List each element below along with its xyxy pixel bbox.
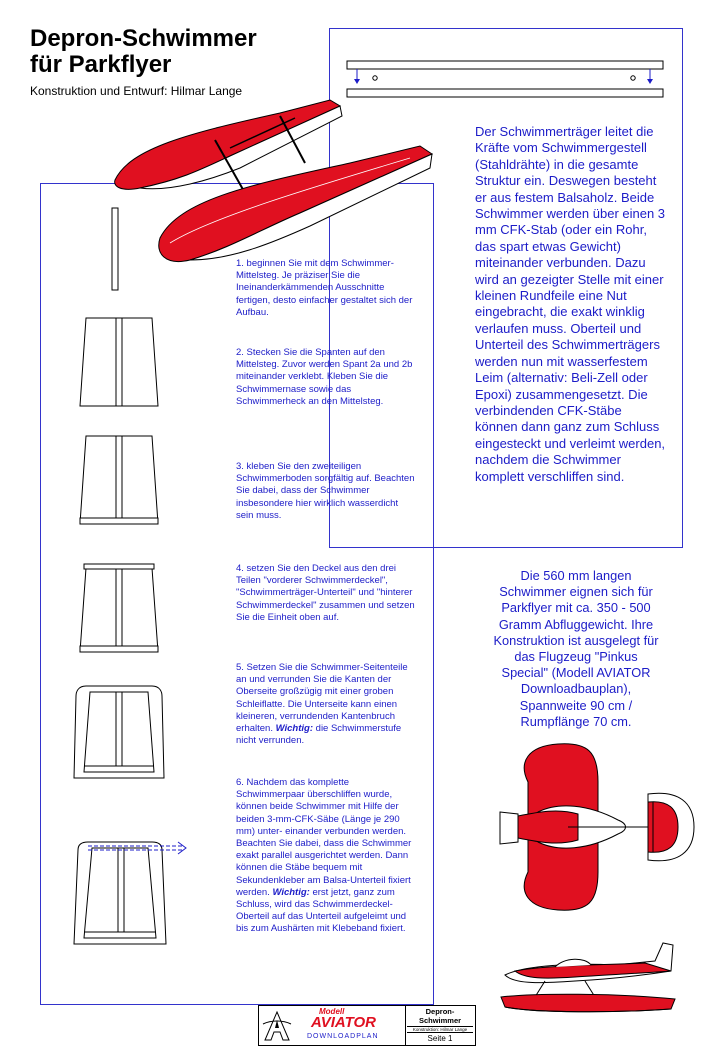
step-6-text — [236, 777, 416, 936]
step-5-warning-text: die Schwimmerstufe nicht verrunden. — [236, 723, 402, 747]
title-line-2: für Parkflyer — [30, 51, 172, 78]
suitability-description: Die 560 mm langen Schwimmer eignen sich für Parkflyer mit ca. 350 - 500 Gramm Abfluggewicht. Ihre Konstruktion ist ausgelegt für das Flugzeug "Pinkus Special" (Modell AVIATOR Downloadbauplan), Spannweite 90 cm / Rumpflänge 70 cm. — [493, 568, 659, 729]
subtitle: Konstruktion und Entwurf: Hilmar Lange — [30, 84, 243, 98]
step-3-text: 3. kleben Sie den zweiteiligen Schwimmerboden sorgfältig auf. Beachten Sie dabei, dass der Schwimmer insbesondere hier wirklich wasserdicht sein muss. — [236, 461, 415, 521]
plan-title-line-2: Schwimmer — [418, 1016, 462, 1025]
aircraft-side-view-drawing — [495, 935, 695, 1015]
brand-label: AVIATOR — [311, 1014, 377, 1031]
page-label: Seite 1 — [427, 1034, 453, 1043]
step-6-warning-label: Wichtig: — [272, 886, 310, 898]
designer-label: Konstruktion: Hilmar Lange — [407, 1026, 473, 1033]
page-title — [30, 26, 257, 78]
step6-sketch-rods — [72, 836, 192, 948]
brand-small-label: Modell — [319, 1007, 345, 1016]
float-carrier-description: Der Schwimmerträger leitet die Kräfte vom Schwimmergestell (Stahldrähte) in die gesamte Struktur ein. Deswegen besteht er aus festem Balsaholz. Beide Schwimmer werden über einen 3 mm CFK-Stab (oder ein Rohr, das spart etwas Gewicht) miteinander verbunden. Dazu wird an gezeigter Stelle mit einer kleinen Rundfeile eine Nut eingebracht, die exakt winklig verlaufen muss. Oberteil und Unterteil des Schwimmerträgers werden nun mit wasserfestem Leim (alternativ: Beli-Zell oder Epoxi) zusammengesetzt. Die verbindenden CFK-Stäbe können dann ganz zum Schluss eingesteckt und verleimt werden, nachdem die Schwimmer komplett verschliffen sind. — [475, 124, 666, 484]
step-5-warning-label: Wichtig: — [275, 723, 314, 735]
step-5-body: 5. Setzen Sie die Schwimmer-Seitenteile an und verrunden Sie die Kanten der Oberseite großzügig mit einer groben Schleiflatte. Die Unterseite kann einen kleineren, verrundenden Kantenbruch erhalten. — [236, 662, 408, 735]
step-2-text: 2. Stecken Sie die Spanten auf den Mittelsteg. Zuvor werden Spant 2a und 2b miteinander verklebt. Kleben Sie die Schwimmernase sowie das Schwimmerheck an den Mittelsteg. — [236, 347, 413, 407]
step4-sketch-deck — [78, 562, 160, 654]
step5-sketch-sides — [72, 684, 166, 780]
step1-sketch-center-web — [110, 208, 120, 290]
plan-title-line-1: Depron- — [425, 1007, 455, 1016]
step-6-warning-text: erst jetzt, ganz zum Schluss, wird das Schwimmerdeckel-Oberteil auf das Unterteil aufgeleimt und bis zum Aushärten mit Klebeband fixiert. — [236, 886, 407, 935]
title-line-1: Depron-Schwimmer — [30, 25, 257, 52]
step3-sketch-bottom — [78, 434, 160, 526]
step-1-text: 1. beginnen Sie mit dem Schwimmer-Mittelsteg. Je präziser Sie die Ineinanderkämmenden Ausschnitte fertigen, desto einfacher gestaltet sich der Aufbau. — [236, 258, 413, 318]
plan-title — [407, 1007, 473, 1025]
title-block — [258, 1005, 476, 1046]
step-5-text — [236, 662, 416, 747]
brand-area — [259, 1006, 406, 1045]
aircraft-top-view-drawing — [498, 742, 698, 912]
step-6-body: 6. Nachdem das komplette Schwimmerpaar überschliffen wurde, können beide Schwimmer mit Hilfe der beiden 3-mm-CFK-Säbe (Länge je 290 mm) unter- einander verbunden werden. Beachten Sie dabei, dass die Schwimmer exakt parallel ausgerichtet werden. Dann können die Stäbe bequem mit Sekundenkleber am Balsa-Unterteil fixiert werden. — [236, 777, 412, 898]
step2-sketch-formers — [78, 316, 160, 408]
aviator-logo-icon — [263, 1010, 291, 1042]
float-pair-3d-drawing — [110, 88, 440, 278]
brand-sub-label: DOWNLOADPLAN — [307, 1033, 379, 1040]
step-4-text: 4. setzen Sie den Deckel aus den drei Teilen "vorderer Schwimmerdeckel", "Schwimmerträger-Unterteil" und "hinterer Schwimmerdeckel" zusammen und setzen Sie die Einheit oben auf. — [236, 563, 415, 623]
